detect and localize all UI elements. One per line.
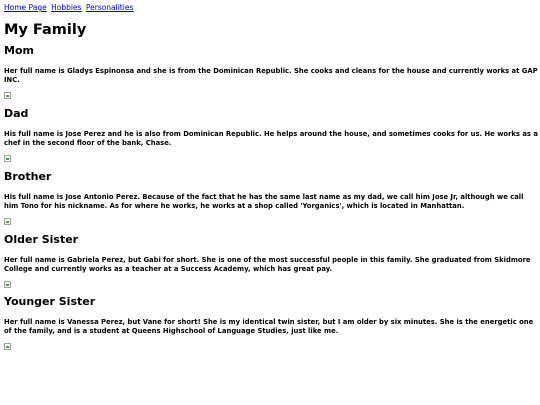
section-younger-sister xyxy=(4,295,538,350)
section-mom xyxy=(4,44,538,99)
broken-image-icon xyxy=(4,92,11,99)
bio-text-younger-sister: Her full name is Vanessa Perez, but Vane for short! She is my identical twin sister, but I am older by six minutes. She is the energetic one of the family, and is a student at Queens Highschool of Language Studies, just like me. xyxy=(4,318,534,335)
bio-text-mom: Her full name is Gladys Espinonsa and she is from the Dominican Republic. She cooks and cleans for the house and currently works at GAP INC. xyxy=(4,67,538,84)
broken-image-icon xyxy=(4,281,11,288)
top-nav xyxy=(4,3,536,13)
nav-link-hobbies[interactable]: Hobbies xyxy=(51,3,82,12)
bio-text-older-sister: Her full name is Gabriela Perez, but Gabi for short. She is one of the most successful people in this family. She graduated from Skidmore College and currently works as a teacher at a Success Academy, which has great pay. xyxy=(4,256,531,273)
nav-link-home-page[interactable]: Home Page xyxy=(4,3,47,12)
broken-image-icon xyxy=(4,155,11,162)
section-older-sister xyxy=(4,233,538,288)
section-brother xyxy=(4,170,538,225)
bio-text-brother: His full name is Jose Antonio Perez. Because of the fact that he has the same last name as my dad, we call him Jose Jr, although we call him Tono for his nickname. As for where he works, he works at a shop called 'Yorganics', which is located in Manhattan. xyxy=(4,193,524,210)
broken-image-icon xyxy=(4,218,11,225)
section-heading-older-sister: Older Sister xyxy=(4,233,79,246)
section-dad xyxy=(4,107,538,162)
section-heading-mom: Mom xyxy=(4,44,34,57)
page-title: My Family xyxy=(4,22,87,38)
section-heading-brother: Brother xyxy=(4,170,52,183)
section-heading-dad: Dad xyxy=(4,107,29,120)
broken-image-icon xyxy=(4,343,11,350)
nav-link-personalities[interactable]: Personalities xyxy=(85,3,134,12)
section-heading-younger-sister: Younger Sister xyxy=(4,295,96,308)
bio-text-dad: His full name is Jose Perez and he is also from Dominican Republic. He helps around the house, and sometimes cooks for us. He works as a chef in the second floor of the bank, Chase. xyxy=(4,130,538,147)
